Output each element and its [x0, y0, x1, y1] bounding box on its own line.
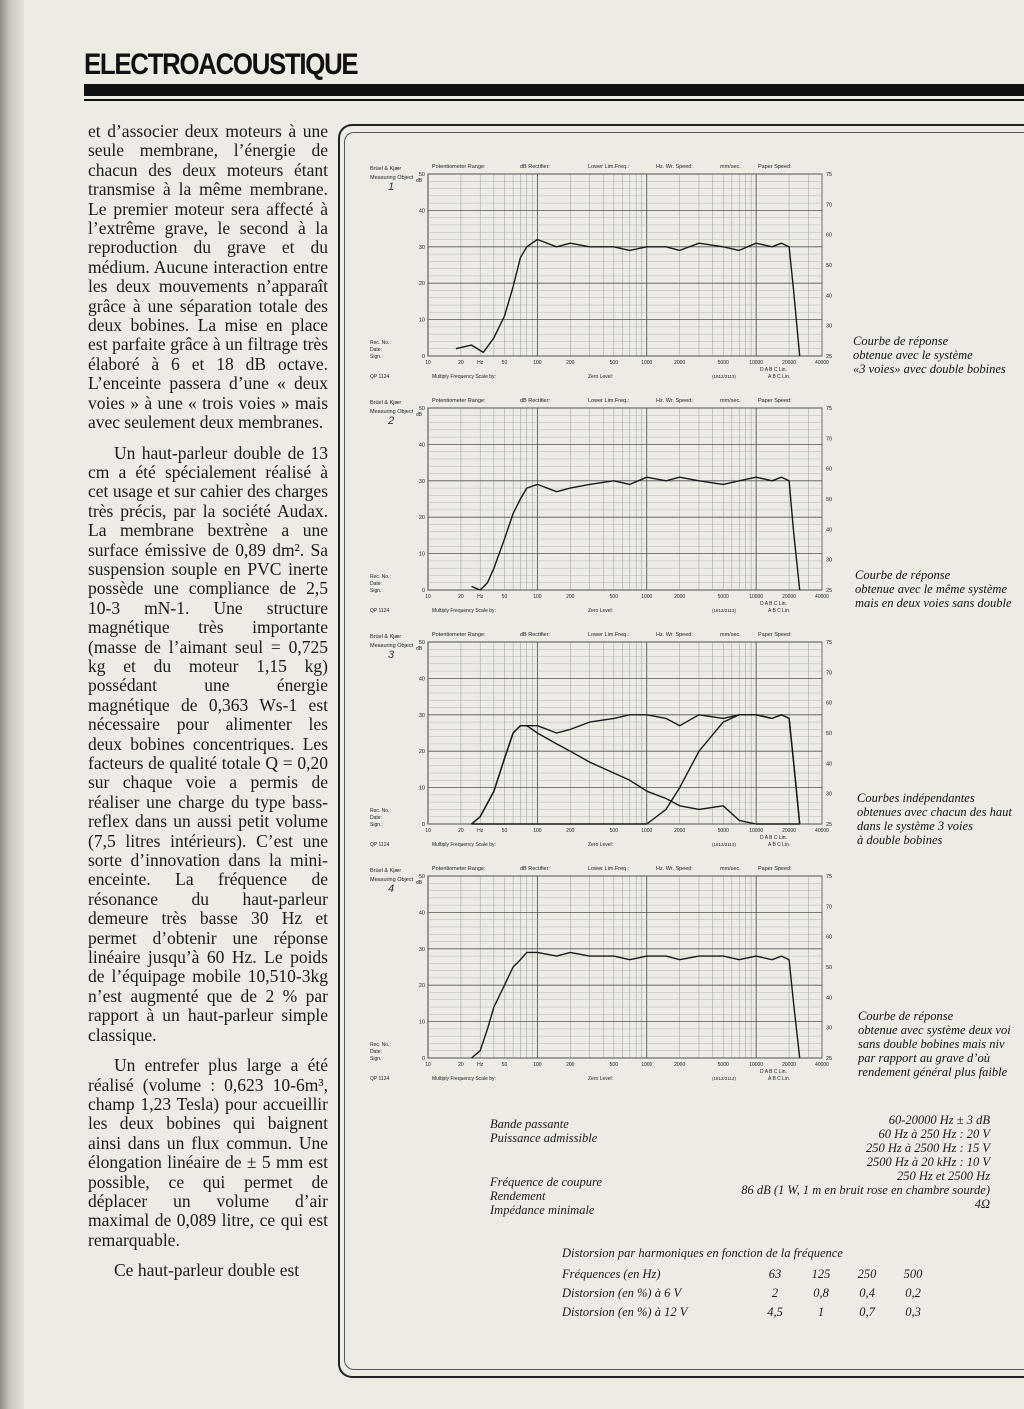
db-tick-label-right: 40: [826, 527, 833, 534]
form-measuring-object: Measuring Object: [370, 643, 414, 649]
form-date: Date:: [370, 347, 382, 353]
db-tick-label-right: 30: [826, 1025, 833, 1032]
freq-tick-label: 10000: [749, 594, 764, 600]
grid-border: [428, 642, 822, 824]
form-multiply: Multiply Frequency Scale by:: [432, 842, 496, 848]
db-tick-label-right: 30: [826, 791, 833, 798]
db-tick-label-right: 60: [826, 466, 833, 473]
form-potentiometer: Potentiometer Range:: [432, 632, 486, 638]
form-sign: Sign.:: [370, 588, 383, 594]
form-weighting: D A B C Lin.: [760, 1069, 787, 1075]
db-tick-label: 30: [418, 712, 425, 719]
row-label: Distorsion (en %) à 6 V: [562, 1286, 682, 1300]
caption-line: à double bobines: [857, 833, 943, 847]
spec-label: Fréquence de coupure: [490, 1175, 602, 1189]
form-paper-speed: Paper Speed:: [758, 866, 792, 872]
db-tick-label: 0: [421, 354, 425, 360]
form-zero-level: Zero Level:: [588, 374, 614, 380]
freq-tick-label: 20: [458, 360, 464, 366]
db-tick-label-right: 50: [826, 497, 833, 503]
freq-tick-label: 20: [458, 594, 464, 600]
form-potentiometer: Potentiometer Range:: [432, 866, 486, 872]
caption-3: [857, 791, 1012, 847]
db-tick-label-right: 25: [826, 588, 833, 594]
db-tick-label-right: 70: [826, 202, 833, 209]
form-number: QP 1124: [370, 842, 390, 848]
freq-tick-label: 10: [425, 1062, 431, 1068]
spec-value: 86 dB (1 W, 1 m en bruit rose en chambre sourde): [741, 1183, 990, 1197]
form-reference: (1812/2113): [712, 608, 736, 613]
caption-line: dans le système 3 voies: [857, 819, 973, 833]
freq-tick-label: 40000: [815, 828, 829, 834]
table-cell: 500: [903, 1267, 923, 1281]
distortion-title: Distorsion par harmoniques en fonction de la fréquence: [562, 1246, 843, 1260]
freq-tick-label: 10: [425, 360, 431, 366]
caption-line: obtenue avec système deux voi: [858, 1023, 1011, 1037]
freq-tick-label: 100: [533, 360, 542, 366]
spec-value: 60 Hz à 250 Hz : 20 V: [878, 1127, 990, 1141]
db-tick-label: 10: [418, 551, 425, 558]
form-number: QP 1124: [370, 608, 390, 614]
freq-tick-label: 5000: [717, 1062, 729, 1068]
form-date: Date:: [370, 581, 382, 587]
freq-tick-label: 500: [609, 594, 619, 600]
freq-tick-label: 10: [425, 594, 431, 600]
form-reference: (1812/2113): [712, 842, 736, 847]
freq-unit-label: Hz: [477, 594, 484, 600]
freq-tick-label: 100: [533, 1062, 542, 1068]
grid-border: [428, 408, 822, 590]
response-chart-4: [360, 862, 850, 1093]
freq-tick-label: 500: [609, 828, 619, 834]
table-row: [562, 1265, 936, 1284]
freq-tick-label: 500: [609, 1062, 619, 1068]
freq-tick-label: 10000: [749, 828, 764, 834]
form-measuring-object: Measuring Object: [370, 409, 414, 415]
form-date: Date:: [370, 1049, 382, 1055]
form-mm-sec: mm/sec.: [720, 398, 741, 404]
table-cell: 4,5: [767, 1305, 783, 1319]
db-tick-label-right: 70: [826, 670, 833, 677]
table-cell: 250: [857, 1267, 877, 1281]
form-reference: (1812/2113): [712, 374, 736, 379]
db-tick-label-right: 25: [826, 1056, 833, 1062]
form-brand: Brüel & Kjær: [370, 400, 402, 406]
freq-tick-label: 20: [458, 1062, 464, 1068]
db-tick-label: 40: [418, 208, 425, 215]
freq-tick-label: 2000: [674, 828, 686, 834]
db-tick-label: 40: [418, 676, 425, 683]
response-curve: [472, 477, 800, 590]
db-tick-label-right: 30: [826, 323, 833, 330]
form-weighting: A B C Lin.: [768, 842, 791, 848]
caption-line: Courbes indépendantes: [857, 791, 975, 805]
form-rec-no: Rec. No.:: [370, 340, 391, 346]
header-rule-thin: [84, 99, 1024, 101]
db-tick-label: 40: [418, 442, 425, 449]
freq-tick-label: 1000: [641, 1062, 653, 1068]
form-mm-sec: mm/sec.: [720, 164, 741, 170]
db-tick-label: 20: [418, 983, 425, 990]
freq-tick-label: 50: [501, 594, 508, 600]
table-cell: 0,4: [859, 1286, 875, 1300]
form-brand: Brüel & Kjær: [370, 634, 402, 640]
caption-1: [853, 334, 1006, 376]
form-multiply: Multiply Frequency Scale by:: [432, 608, 496, 614]
caption-line: obtenues avec chacun des haut: [857, 805, 1012, 819]
handwritten-index: 2: [388, 415, 395, 427]
response-chart-2: [360, 394, 850, 625]
response-curve: [472, 715, 800, 824]
freq-tick-label: 40000: [815, 360, 829, 366]
section-title: ELECTROACOUSTIQUE: [84, 48, 358, 81]
form-measuring-object: Measuring Object: [370, 175, 414, 181]
freq-tick-label: 100: [533, 828, 542, 834]
db-tick-label: 30: [418, 946, 425, 953]
caption-line: Courbe de réponse: [858, 1009, 954, 1023]
freq-tick-label: 20000: [782, 828, 797, 834]
form-rectifier: dB Rectifier:: [520, 866, 550, 872]
db-unit-label: dB: [416, 412, 423, 418]
form-wr-speed: Hz. Wr. Speed:: [656, 164, 693, 170]
response-chart-svg: [360, 160, 850, 386]
freq-tick-label: 2000: [674, 1062, 686, 1068]
form-paper-speed: Paper Speed:: [758, 398, 792, 404]
freq-tick-label: 200: [566, 1062, 575, 1068]
form-potentiometer: Potentiometer Range:: [432, 164, 486, 170]
freq-tick-label: 500: [609, 360, 619, 366]
caption-line: sans double bobines mais niv: [858, 1037, 1005, 1051]
db-tick-label-right: 70: [826, 436, 833, 443]
form-weighting: A B C Lin.: [768, 374, 791, 380]
db-tick-label-right: 75: [826, 640, 833, 646]
distortion-table: [562, 1246, 936, 1322]
form-zero-level: Zero Level:: [588, 842, 614, 848]
spec-value: 250 Hz et 2500 Hz: [896, 1169, 990, 1183]
form-mm-sec: mm/sec.: [720, 632, 741, 638]
table-cell: 125: [811, 1267, 831, 1281]
form-sign: Sign.:: [370, 1056, 383, 1062]
response-curve: [472, 715, 800, 824]
db-tick-label: 20: [418, 281, 425, 288]
db-tick-label: 50: [418, 640, 425, 646]
db-tick-label: 50: [418, 172, 425, 178]
freq-tick-label: 100: [533, 594, 542, 600]
db-tick-label-right: 40: [826, 995, 833, 1002]
form-wr-speed: Hz. Wr. Speed:: [656, 398, 693, 404]
form-rec-no: Rec. No.:: [370, 1042, 391, 1048]
freq-unit-label: Hz: [477, 360, 484, 366]
freq-tick-label: 200: [566, 360, 575, 366]
db-tick-label-right: 70: [826, 904, 833, 911]
db-tick-label: 0: [421, 588, 425, 594]
form-weighting: A B C Lin.: [768, 608, 791, 614]
handwritten-index: 4: [388, 883, 395, 895]
caption-line: obtenue avec le système: [853, 348, 973, 362]
grid-border: [428, 174, 822, 356]
form-number: QP 1124: [370, 374, 390, 380]
row-label: Fréquences (en Hz): [562, 1267, 661, 1281]
form-weighting: D A B C Lin.: [760, 601, 787, 607]
freq-tick-label: 2000: [674, 360, 686, 366]
form-wr-speed: Hz. Wr. Speed:: [656, 866, 693, 872]
db-unit-label: dB: [416, 646, 423, 652]
table-cell: 0,2: [905, 1286, 921, 1300]
db-tick-label: 10: [418, 317, 425, 324]
form-zero-level: Zero Level:: [588, 1076, 614, 1082]
form-brand: Brüel & Kjær: [370, 868, 402, 874]
form-lower-lim: Lower Lim.Freq.:: [588, 164, 630, 170]
caption-line: par rapport au grave d’où: [858, 1051, 990, 1065]
response-chart-1: [360, 160, 850, 391]
form-rectifier: dB Rectifier:: [520, 398, 550, 404]
form-sign: Sign.:: [370, 822, 383, 828]
form-mm-sec: mm/sec.: [720, 866, 741, 872]
freq-unit-label: Hz: [477, 828, 484, 834]
caption-line: mais en deux voies sans double: [855, 596, 1012, 610]
table-cell: 63: [768, 1267, 782, 1281]
spec-value: 4Ω: [974, 1197, 990, 1211]
article-paragraph: et d’associer deux moteurs à une seule membrane, l’énergie de chacun des deux moteurs étant transmise à la même membrane. Le premier moteur sera affecté à l’extrême grave, le second à la reproduction du grave et du médium. Aucune interaction entre les deux mouvements n’apparaît grâce à une séparation totale des deux bobines. La mise en place est parfaite grâce à un filtrage très élaboré à 6 et 18 dB octave. L’enceinte passera d’une « deux voies » à une « trois voies » mais avec seulement deux membranes.: [88, 121, 328, 433]
table-cell: 0,3: [905, 1305, 921, 1319]
response-chart-svg: [360, 628, 850, 854]
freq-tick-label: 1000: [641, 594, 653, 600]
freq-tick-label: 50: [501, 828, 508, 834]
article-paragraph: Un haut-parleur double de 13 cm a été spécialement réalisé à cet usage et sur cahier des charges très précis, par la société Audax. La membrane bextrène a une surface émissive de 0,89 dm². Sa suspension souple en PVC inerte possède une compliance de 2,5 10-3 mN-1. Une structure magnétique très importante (masse de l’aimant seul = 0,725 kg et du moteur 1,15 kg) possédant une énergie magnétique de 0,363 Ws-1 est nécessaire pour alimenter les deux bobines concentriques. Les facteurs de qualité totale Q = 0,20 sur chaque voie a permis de réaliser une charge du type bass-reflex dans un aussi petit volume (7,5 litres intérieurs). C’est une sorte d’innovation dans la mini-enceinte. La fréquence de résonance du haut-parleur demeure très basse 30 Hz et permet d’obtenir une réponse linéaire jusqu’à 60 Hz. Le poids de l’équipage mobile 10,510-3kg n’est augmenté que de 2 % par rapport à un haut-parleur simple classique.: [88, 442, 328, 1045]
freq-tick-label: 20000: [782, 594, 797, 600]
article-paragraph: Ce haut-parleur double est: [114, 1260, 300, 1281]
form-weighting: D A B C Lin.: [760, 835, 787, 841]
handwritten-index: 1: [388, 181, 395, 193]
freq-tick-label: 5000: [717, 828, 729, 834]
caption-line: Courbe de réponse: [853, 334, 949, 348]
db-unit-label: dB: [416, 880, 423, 886]
form-lower-lim: Lower Lim.Freq.:: [588, 398, 630, 404]
db-tick-label: 0: [421, 1056, 425, 1062]
table-cell: 2: [771, 1286, 779, 1300]
article-column: [88, 122, 328, 1292]
db-tick-label-right: 40: [826, 761, 833, 768]
db-tick-label-right: 50: [826, 263, 833, 269]
spec-value: 60-20000 Hz ± 3 dB: [888, 1113, 990, 1127]
freq-tick-label: 40000: [815, 1062, 829, 1068]
response-chart-svg: [360, 862, 850, 1088]
form-zero-level: Zero Level:: [588, 608, 614, 614]
freq-tick-label: 10: [425, 828, 431, 834]
freq-unit-label: Hz: [477, 1062, 484, 1068]
db-tick-label: 20: [418, 749, 425, 756]
form-lower-lim: Lower Lim.Freq.:: [588, 632, 630, 638]
form-rectifier: dB Rectifier:: [520, 632, 550, 638]
form-weighting: D A B C Lin.: [760, 367, 787, 373]
form-reference: (1812/2113): [712, 1076, 736, 1081]
table-cell: 1: [817, 1305, 825, 1319]
spec-label: Puissance admissible: [490, 1131, 598, 1145]
db-unit-label: dB: [416, 178, 423, 184]
form-multiply: Multiply Frequency Scale by:: [432, 1076, 496, 1082]
db-tick-label-right: 50: [826, 731, 833, 737]
db-tick-label: 30: [418, 478, 425, 485]
response-chart-3: [360, 628, 850, 859]
caption-line: rendement général plus faible: [858, 1065, 1008, 1079]
form-weighting: A B C Lin.: [768, 1076, 791, 1082]
article-paragraph: Un entrefer plus large a été réalisé (volume : 0,623 10-6m³, champ 1,23 Tesla) pour accueillir les deux bobines qui baignent ainsi dans un flux commun. Une élongation linéaire de ± 5 mm est possible, ce qui permet de déplacer un volume d’air maximal de 0,089 litre, ce qui est remarquable.: [88, 1055, 328, 1250]
freq-tick-label: 20000: [782, 360, 797, 366]
form-paper-speed: Paper Speed:: [758, 632, 792, 638]
form-rec-no: Rec. No.:: [370, 574, 391, 580]
db-tick-label-right: 25: [826, 822, 833, 828]
spec-label: Bande passante: [490, 1117, 569, 1131]
db-tick-label-right: 25: [826, 354, 833, 360]
form-multiply: Multiply Frequency Scale by:: [432, 374, 496, 380]
db-tick-label: 10: [418, 785, 425, 792]
db-tick-label-right: 75: [826, 172, 833, 178]
freq-tick-label: 200: [566, 594, 575, 600]
db-tick-label: 50: [418, 874, 425, 880]
freq-tick-label: 1000: [641, 360, 653, 366]
freq-tick-label: 50: [501, 360, 508, 366]
freq-tick-label: 10000: [749, 360, 764, 366]
response-chart-svg: [360, 394, 850, 620]
db-tick-label-right: 50: [826, 965, 833, 971]
caption-4: [858, 1009, 1011, 1079]
page-binding-edge: [0, 0, 24, 1409]
db-tick-label: 40: [418, 910, 425, 917]
freq-tick-label: 20: [458, 828, 464, 834]
db-tick-label-right: 30: [826, 557, 833, 564]
freq-tick-label: 1000: [641, 828, 653, 834]
spec-label: Rendement: [490, 1189, 546, 1203]
spec-value: 2500 Hz à 20 kHz : 10 V: [866, 1155, 990, 1169]
db-tick-label-right: 75: [826, 874, 833, 880]
freq-tick-label: 50: [501, 1062, 508, 1068]
form-rec-no: Rec. No.:: [370, 808, 391, 814]
spec-label: Impédance minimale: [490, 1203, 595, 1217]
db-tick-label: 10: [418, 1019, 425, 1026]
response-curve: [472, 952, 800, 1058]
form-rectifier: dB Rectifier:: [520, 164, 550, 170]
caption-line: obtenue avec le même système: [855, 582, 1008, 596]
form-date: Date:: [370, 815, 382, 821]
db-tick-label-right: 60: [826, 700, 833, 707]
db-tick-label-right: 60: [826, 934, 833, 941]
freq-tick-label: 20000: [782, 1062, 797, 1068]
table-cell: 0,8: [813, 1286, 829, 1300]
freq-tick-label: 200: [566, 828, 575, 834]
row-label: Distorsion (en %) à 12 V: [562, 1305, 688, 1319]
db-tick-label: 0: [421, 822, 425, 828]
db-tick-label: 50: [418, 406, 425, 412]
freq-tick-label: 10000: [749, 1062, 764, 1068]
spec-value: 250 Hz à 2500 Hz : 15 V: [866, 1141, 990, 1155]
freq-tick-label: 5000: [717, 360, 729, 366]
form-number: QP 1124: [370, 1076, 390, 1082]
caption-line: «3 voies» avec double bobines: [853, 362, 1006, 376]
db-tick-label-right: 60: [826, 232, 833, 239]
db-tick-label: 30: [418, 244, 425, 251]
form-wr-speed: Hz. Wr. Speed:: [656, 632, 693, 638]
db-tick-label: 20: [418, 515, 425, 522]
freq-tick-label: 40000: [815, 594, 829, 600]
caption-2: [855, 568, 1012, 610]
form-measuring-object: Measuring Object: [370, 877, 414, 883]
freq-tick-label: 2000: [674, 594, 686, 600]
header-rule: [84, 84, 1024, 96]
form-lower-lim: Lower Lim.Freq.:: [588, 866, 630, 872]
db-tick-label-right: 75: [826, 406, 833, 412]
table-row: [562, 1303, 936, 1322]
db-tick-label-right: 40: [826, 293, 833, 300]
form-potentiometer: Potentiometer Range:: [432, 398, 486, 404]
freq-tick-label: 5000: [717, 594, 729, 600]
table-row: [562, 1284, 936, 1303]
caption-line: Courbe de réponse: [855, 568, 951, 582]
form-sign: Sign.:: [370, 354, 383, 360]
form-paper-speed: Paper Speed:: [758, 164, 792, 170]
table-cell: 0,7: [859, 1305, 875, 1319]
form-brand: Brüel & Kjær: [370, 166, 402, 172]
handwritten-index: 3: [388, 649, 395, 661]
